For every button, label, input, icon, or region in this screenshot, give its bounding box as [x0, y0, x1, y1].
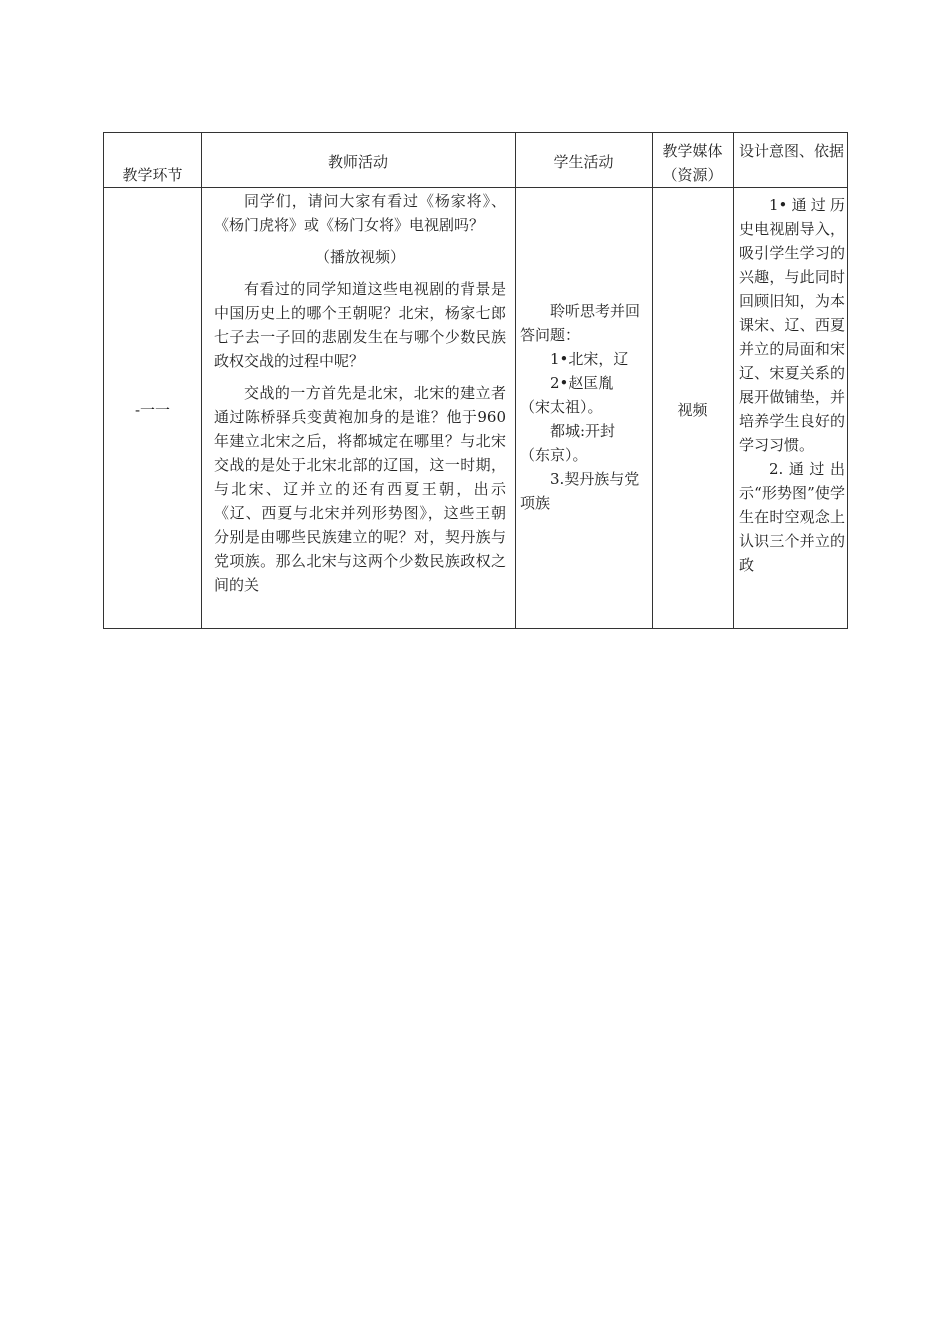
student-line: 聆听思考并回答问题：: [520, 302, 641, 344]
teacher-paragraph: （播放视频）: [314, 248, 405, 266]
lesson-plan-table: [103, 132, 848, 629]
teacher-paragraph: 有看过的同学知道这些电视剧的背景是中国历史上的哪个王朝呢？北宋，杨家七郎七子去一子回的悲剧发生在与哪个少数民族政权交战的过程中呢？: [214, 280, 506, 370]
student-activity-cell: [520, 299, 642, 515]
media-cell: 视频: [677, 401, 708, 419]
header-media-line2: （资源）: [662, 166, 723, 184]
header-media-line1: 教学媒体: [662, 142, 723, 160]
column-divider: [652, 133, 653, 628]
teacher-paragraph: 交战的一方首先是北宋，北宋的建立者通过陈桥驿兵变黄袍加身的是谁？他于960年建立北宋之后，将都城定在哪里？与北宋交战的是处于北宋北部的辽国，这一时期，与北宋、辽并立的还有西夏王朝，出示《辽、西夏与北宋并列形势图》，这些王朝分别是由哪些民族建立的呢？对，契丹族与党项族。那么北宋与这两个少数民族政权之间的关: [214, 384, 506, 594]
student-line: 3.契丹族与党项族: [520, 470, 640, 512]
header-student: 学生活动: [553, 153, 614, 171]
column-divider: [201, 133, 202, 628]
student-line: 都城:开封（东京）。: [520, 422, 616, 464]
stage-cell: -一一: [134, 401, 171, 419]
intent-paragraph: 1•通过历史电视剧导入，吸引学生学习的兴趣，与此同时回顾旧知，为本课宋、辽、西夏并立的局面和宋辽、宋夏关系的展开做铺垫，并培养学生良好的学习习惯。: [739, 196, 845, 454]
header-divider: [104, 187, 847, 188]
header-teacher: 教师活动: [327, 153, 388, 171]
design-intent-cell: [739, 193, 845, 577]
teacher-paragraph: 同学们，请问大家有看过《杨家将》、《杨门虎将》或《杨门女将》电视剧吗？: [214, 192, 506, 234]
student-line: 1•北宋，辽: [550, 350, 629, 368]
header-media: [652, 139, 733, 187]
student-line: 2•赵匡胤（宋太祖）。: [520, 374, 614, 416]
teacher-activity-cell: [214, 189, 506, 605]
column-divider: [515, 133, 516, 628]
header-intent: 设计意图、依据: [739, 142, 845, 160]
intent-paragraph: 2.通过出示“形势图”使学生在时空观念上认识三个并立的政: [739, 460, 845, 574]
header-stage: 教学环节: [122, 166, 183, 184]
column-divider: [733, 133, 734, 628]
